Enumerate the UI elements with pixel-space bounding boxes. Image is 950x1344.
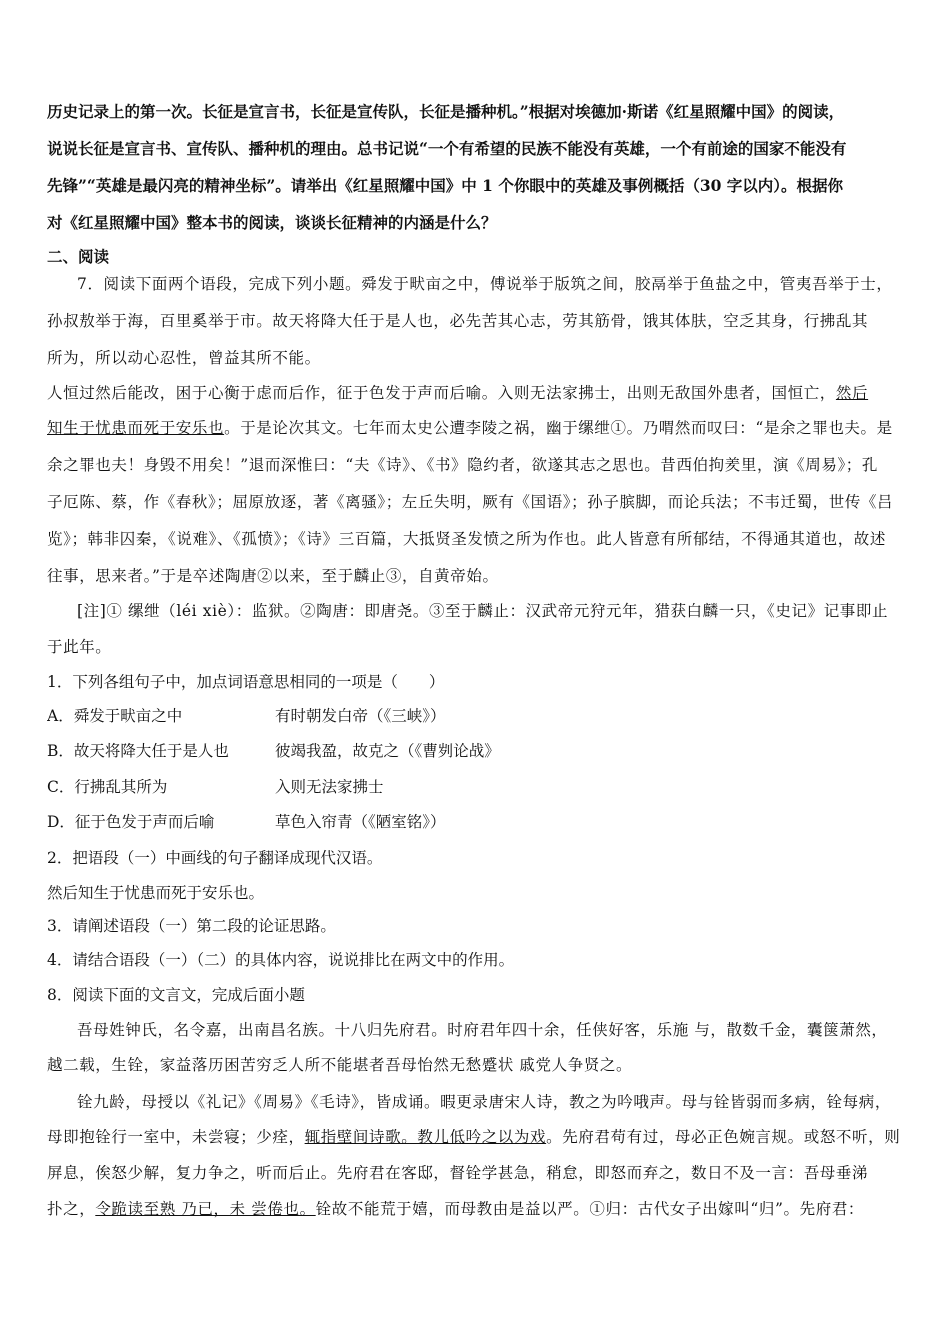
intro-line-4: 对《红星照耀中国》整本书的阅读，谈谈长征精神的内涵是什么？ bbox=[47, 213, 497, 232]
q8-p2-line-3: 屏息，俟怒少解，复力争之，听而后止。先府君在客邸，督铨学甚急，稍怠，即怒而弃之，数日不及一言：吾母垂涕 bbox=[47, 1164, 869, 1182]
option-a bbox=[47, 706, 907, 726]
q8-underlined-sentence-2: 令跪读至熟 乃已，未 尝倦也。 bbox=[95, 1200, 316, 1218]
question-8-title: 8．阅读下面的文言文，完成后面小题 bbox=[47, 986, 305, 1004]
intro-line-1: 历史记录上的第一次。长征是宣言书，长征是宣传队，长征是播种机。”根据对埃德加·斯诺《红星照耀中国》的阅读， bbox=[47, 102, 845, 121]
question-3: 3．请阐述语段（一）第二段的论证思路。 bbox=[47, 917, 336, 935]
option-b-right: 彼竭我盈，故克之（《曹刿论战》 bbox=[275, 742, 500, 760]
intro-line-2: 说说长征是宣言书、宣传队、播种机的理由。总书记说“一个有希望的民族不能没有英雄，一个有前途的国家不能没有 bbox=[47, 139, 847, 158]
option-b-left: B．故天将降大任于是人也 bbox=[47, 742, 229, 760]
section-heading: 二、阅读 bbox=[47, 247, 110, 266]
q7-underlined-sentence-start: 然后 bbox=[835, 384, 869, 402]
q8-p2-line-4 bbox=[47, 1199, 907, 1219]
option-a-right: 有时朝发白帝（《三峡》） bbox=[275, 707, 446, 725]
q8-underlined-sentence-1: 辄指壁间诗歌。教儿低吟之以为戏 bbox=[304, 1128, 547, 1146]
question-4: 4．请结合语段（一）（二）的具体内容，说说排比在两文中的作用。 bbox=[47, 951, 515, 969]
q7-note-line-2: 于此年。 bbox=[47, 638, 112, 656]
question-1: 1．下列各组句子中，加点词语意思相同的一项是（ ） bbox=[47, 673, 445, 691]
q7-underlined-sentence-end: 知生于忧患而死于安乐也 bbox=[47, 419, 225, 437]
q7-p1-line-2: 孙叔敖举于海，百里奚举于市。故天将降大任于是人也，必先苦其心志，劳其筋骨，饿其体肤，空乏其身，行拂乱其 bbox=[47, 312, 869, 330]
question-2-sentence: 然后知生于忧患而死于安乐也。 bbox=[47, 884, 265, 902]
option-a-left: A．舜发于畎亩之中 bbox=[47, 707, 183, 725]
q7-p2-line-6: 往事，思来者。”于是卒述陶唐②以来，至于麟止③，自黄帝始。 bbox=[47, 567, 499, 585]
q7-note-line-1: [注]① 缧绁（léi xiè）：监狱。②陶唐：即唐尧。③至于麟止：汉武帝元狩元年，猎获白麟一只，《史记》记事即止 bbox=[77, 602, 889, 620]
q8-p2-text: 。先府君苟有过，母必正色婉言规。或怒不听，则 bbox=[546, 1128, 901, 1146]
q7-p2-text: 。于是论次其文。七年而太史公遭李陵之祸，幽于缧绁①。乃喟然而叹曰：“是余之罪也夫。是 bbox=[224, 419, 893, 437]
q8-p1-line-2: 越二载，生铨，家益落历困苦穷乏人所不能堪者吾母怡然无愁蹙状 戚党人争贤之。 bbox=[47, 1056, 633, 1074]
question-2: 2．把语段（一）中画线的句子翻译成现代汉语。 bbox=[47, 849, 383, 867]
q7-p2-text: 人恒过然后能改，困于心衡于虑而后作，征于色发于声而后喻。入则无法家拂士，出则无敌国外患者，国恒亡， bbox=[47, 384, 836, 402]
option-d-right: 草色入帘青（《陋室铭》） bbox=[275, 813, 446, 831]
q7-p1-line-3: 所为，所以动心忍性，曾益其所不能。 bbox=[47, 349, 321, 367]
q7-p2-line-5: 览》；韩非囚秦，《说难》、《孤愤》；《诗》三百篇，大抵贤圣发愤之所为作也。此人皆意有所郁结，不得通其道也，故述 bbox=[47, 530, 887, 548]
q8-p2-line-2 bbox=[47, 1127, 907, 1147]
q7-p2-line-3: 余之罪也夫！身毁不用矣！”退而深惟曰：“夫《诗》、《书》隐约者，欲遂其志之思也。昔西伯拘羑里，演《周易》；孔 bbox=[47, 456, 879, 474]
q8-p2-text: 铨故不能荒于嬉，而母教由是益以严。①归：古代女子出嫁叫“归”。先府君： bbox=[315, 1200, 865, 1218]
option-c-left: C．行拂乱其所为 bbox=[47, 778, 168, 796]
option-d-left: D．征于色发于声而后喻 bbox=[47, 813, 215, 831]
q8-p2-text: 扑之， bbox=[47, 1200, 96, 1218]
q7-p1-line-1: 7．阅读下面两个语段，完成下列小题。舜发于畎亩之中，傅说举于版筑之间，胶鬲举于鱼盐之中，管夷吾举于士， bbox=[77, 275, 893, 293]
option-d bbox=[47, 812, 907, 832]
option-b bbox=[47, 741, 907, 761]
option-c bbox=[47, 777, 907, 797]
q7-p2-line-1 bbox=[47, 383, 907, 403]
intro-line-3: 先锋”“英雄是最闪亮的精神坐标”。请举出《红星照耀中国》中 1 个你眼中的英雄及事例概括（30 字以内）。根据你 bbox=[47, 176, 844, 195]
q7-p2-line-2 bbox=[47, 418, 907, 438]
q8-p2-text: 母即抱铨行一室中，未尝寝；少痊， bbox=[47, 1128, 305, 1146]
option-c-right: 入则无法家拂士 bbox=[275, 778, 384, 796]
q8-p1-line-1: 吾母姓钟氏，名令嘉，出南昌名族。十八归先府君。时府君年四十余，任侠好客，乐施 与，散数千金，囊箧萧然， bbox=[77, 1021, 888, 1039]
q8-p2-line-1: 铨九龄，母授以《礼记》《周易》《毛诗》，皆成诵。暇更录唐宋人诗，教之为吟哦声。母与铨皆弱而多病，铨每病， bbox=[77, 1093, 891, 1111]
q7-p2-line-4: 子厄陈、蔡，作《春秋》；屈原放逐，著《离骚》；左丘失明，厥有《国语》；孙子膑脚，而论兵法；不韦迁蜀，世传《吕 bbox=[47, 493, 894, 511]
